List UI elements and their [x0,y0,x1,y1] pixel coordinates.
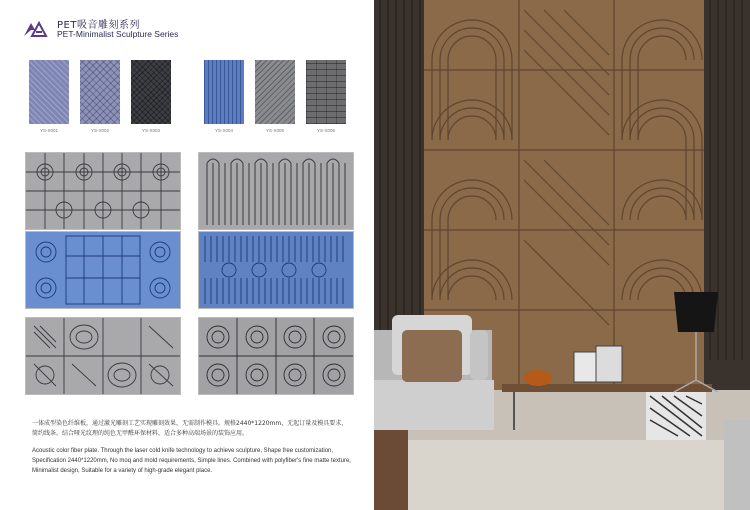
swatch-5[interactable] [255,60,295,124]
pattern-panel-5[interactable] [25,317,181,395]
series-title-en: PET-Minimalist Sculpture Series [57,29,179,39]
catalog-page [0,0,374,510]
swatch-code-6: YS-X006 [316,128,335,133]
series-title-cn: PET吸音雕刻系列 [57,20,140,31]
pattern-panel-4[interactable] [198,231,354,309]
swatch-6[interactable] [306,60,346,124]
room-scene [374,0,750,510]
swatch-code-5: YS-X005 [265,128,284,133]
brand-logo-icon [22,20,48,38]
swatch-1[interactable] [29,60,69,124]
pattern-panel-2[interactable] [198,152,354,230]
swatch-3[interactable] [131,60,171,124]
pattern-panel-3[interactable] [25,231,181,309]
swatch-code-2: YS-X002 [90,128,109,133]
swatch-code-4: YS-X004 [214,128,233,133]
interior-scene-photo [374,0,750,510]
swatch-4[interactable] [204,60,244,124]
description-cn: 一体成型染色纤维板，通过激光雕刻工艺实现雕刻效果，无需制作模具。规格2440*1220mm，无起订量及模具要求，简约线条。结合哑光纹理的纯色无甲醛环保材料，适合多种高端场景的装饰应用。 [32,420,348,437]
pattern-panel-1[interactable] [25,152,181,230]
description-en: Acoustic color fiber plate. Through the laser cold knife technology to achieve sculpture, Shape free customization, Specification 2440*1220mm, No moq and mold requirements, Simple lines. Combined with polyfiber's fine matte texture, Minimalist design, Suitable for a variety of high-grade elegant place. [32,448,351,474]
swatch-code-3: YS-X003 [141,128,160,133]
swatch-2[interactable] [80,60,120,124]
pattern-panel-6[interactable] [198,317,354,395]
swatch-code-1: YS-X001 [39,128,58,133]
